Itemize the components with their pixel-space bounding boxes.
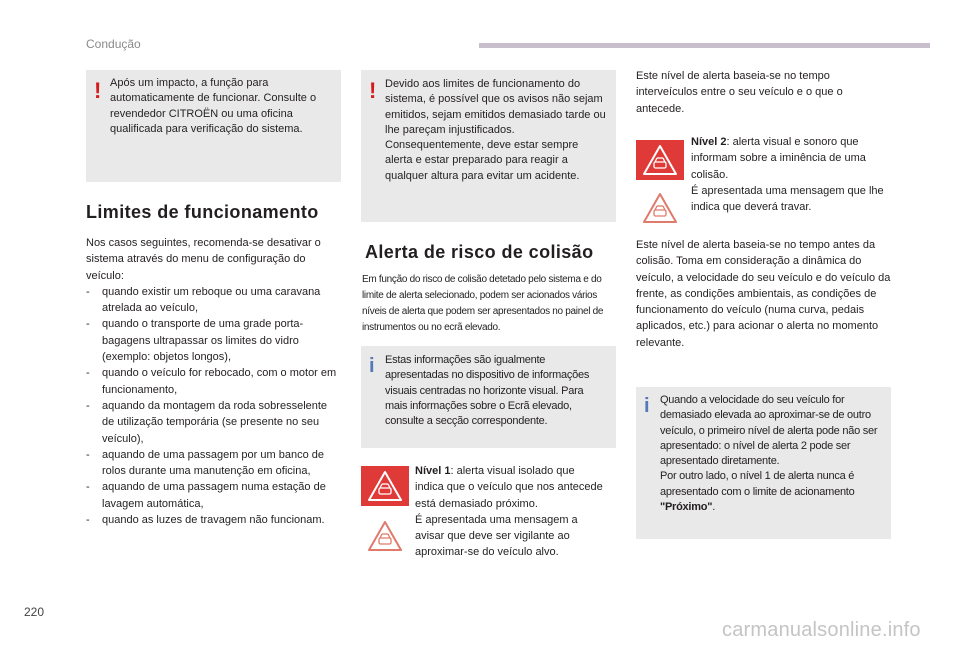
heading-alerta: Alerta de risco de colisão — [365, 242, 594, 262]
level1-message: É apresentada uma mensagem a avisar que deve ser vigilante ao aproximar-se do veículo alvo. — [415, 513, 578, 559]
page-number: 220 — [24, 605, 45, 619]
list-item: - aquando da montagem da roda sobresselente de utilização temporária (se presente no seu veículo), — [86, 398, 342, 447]
header-bar — [479, 43, 930, 48]
car-collision-icon — [361, 466, 409, 506]
car-collision-icon — [361, 516, 409, 556]
alert-level2-red-icon — [636, 140, 684, 180]
heading-limites: Limites de funcionamento — [86, 202, 319, 222]
alert-level1-red-icon — [361, 466, 409, 506]
warning-text: Devido aos limites de funcionamento do sistema, é possível que os avisos não sejam emitidos, sejam emitidos demasiado tarde ou lhe pareçam injustificados. Consequentemente, deve estar sempre alerta e estar preparado para reagir a qualquer altura para evitar um acidente. — [385, 78, 606, 182]
section-title: Condução — [86, 37, 141, 51]
alert-intro: Em função do risco de colisão detetado pelo sistema e do limite de alerta selecionado, podem ser acionados vários níveis de alerta que podem ser apresentados no painel de instrumentos ou no ecrã elevado. — [362, 274, 604, 333]
level2-message: É apresentada uma mensagem que lhe indica que deverá travar. — [691, 184, 884, 214]
limits-body — [86, 235, 342, 528]
level2-description — [691, 134, 891, 215]
watermark: carmanualsonline.info — [722, 619, 921, 641]
info-text: Estas informações são igualmente apresentadas no dispositivo de informações visuais centradas no horizonte visual. Para mais informações sobre o Ecrã elevado, consulte a secção correspondente. — [385, 354, 590, 428]
level1-label: Nível 1 — [415, 465, 451, 477]
info-text-2 — [660, 469, 881, 515]
info-text-2-body: Por outro lado, o nível 1 de alerta nunca é apresentado com o limite de acionamento — [660, 470, 855, 498]
level2-label: Nível 2 — [691, 136, 727, 148]
level1-text: : alerta visual isolado que indica que o veículo que nos antecede está demasiado próximo. — [415, 465, 603, 510]
limits-intro: Nos casos seguintes, recomenda-se desativar o sistema através do menu de configuração do veículo: — [86, 237, 321, 282]
info-box-hud — [361, 346, 616, 448]
alert-level1-outline-icon — [361, 516, 409, 556]
info-text: Quando a velocidade do seu veículo for demasiado elevada ao aproximar-se de outro veículo, o primeiro nível de alerta pode não ser apresentado: o nível de alerta 2 pode ser apresentado diretamente. — [660, 394, 878, 468]
level1-description — [415, 463, 605, 561]
warning-text: Após um impacto, a função para automaticamente de funcionar. Consulte o revendedor CITROËN ou uma oficina qualificada para verificação do sistema. — [110, 77, 317, 135]
list-item: - quando o transporte de uma grade porta-bagagens ultrapassar os limites do vidro (exemplo: objetos longos), — [86, 316, 342, 365]
info-icon: i — [644, 395, 650, 417]
info-box-speed — [636, 387, 891, 539]
warning-box-impact — [86, 70, 341, 182]
level2-basis-text: Este nível de alerta baseia-se no tempo antes da colisão. Toma em consideração a dinâmica do veículo, a velocidade do seu veículo e do veículo da frente, as condições ambientais, as condições de funcionamento do veículo (numa curva, pedais aplicados, etc.) para acionar o alerta no momento relevante. — [636, 239, 891, 349]
warning-icon: ! — [369, 78, 377, 103]
car-collision-icon — [636, 188, 684, 228]
list-item: - quando existir um reboque ou uma caravana atrelada ao veículo, — [86, 284, 342, 317]
level1-basis-text: Este nível de alerta baseia-se no tempo interveículos entre o seu veículo e o que o antecede. — [636, 70, 843, 115]
list-item: - quando o veículo for rebocado, com o motor em funcionamento, — [86, 365, 342, 398]
level1-line — [415, 463, 605, 512]
list-item: - aquando de uma passagem por um banco de rolos durante uma manutenção em oficina, — [86, 447, 342, 480]
car-collision-icon — [636, 140, 684, 180]
list-item: - quando as luzes de travagem não funcionam. — [86, 512, 342, 528]
warning-icon: ! — [94, 78, 102, 103]
info-threshold-label: "Próximo" — [660, 501, 713, 514]
alert-level2-outline-icon — [636, 188, 684, 228]
info-icon: i — [369, 355, 375, 377]
limits-list — [86, 284, 342, 528]
list-item: - aquando de uma passagem numa estação de lavagem automática, — [86, 479, 342, 512]
warning-box-limits — [361, 70, 616, 222]
level2-text: : alerta visual e sonoro que informam sobre a iminência de uma colisão. — [691, 136, 866, 181]
level2-line — [691, 134, 891, 183]
info-text-2-end: . — [712, 501, 716, 514]
